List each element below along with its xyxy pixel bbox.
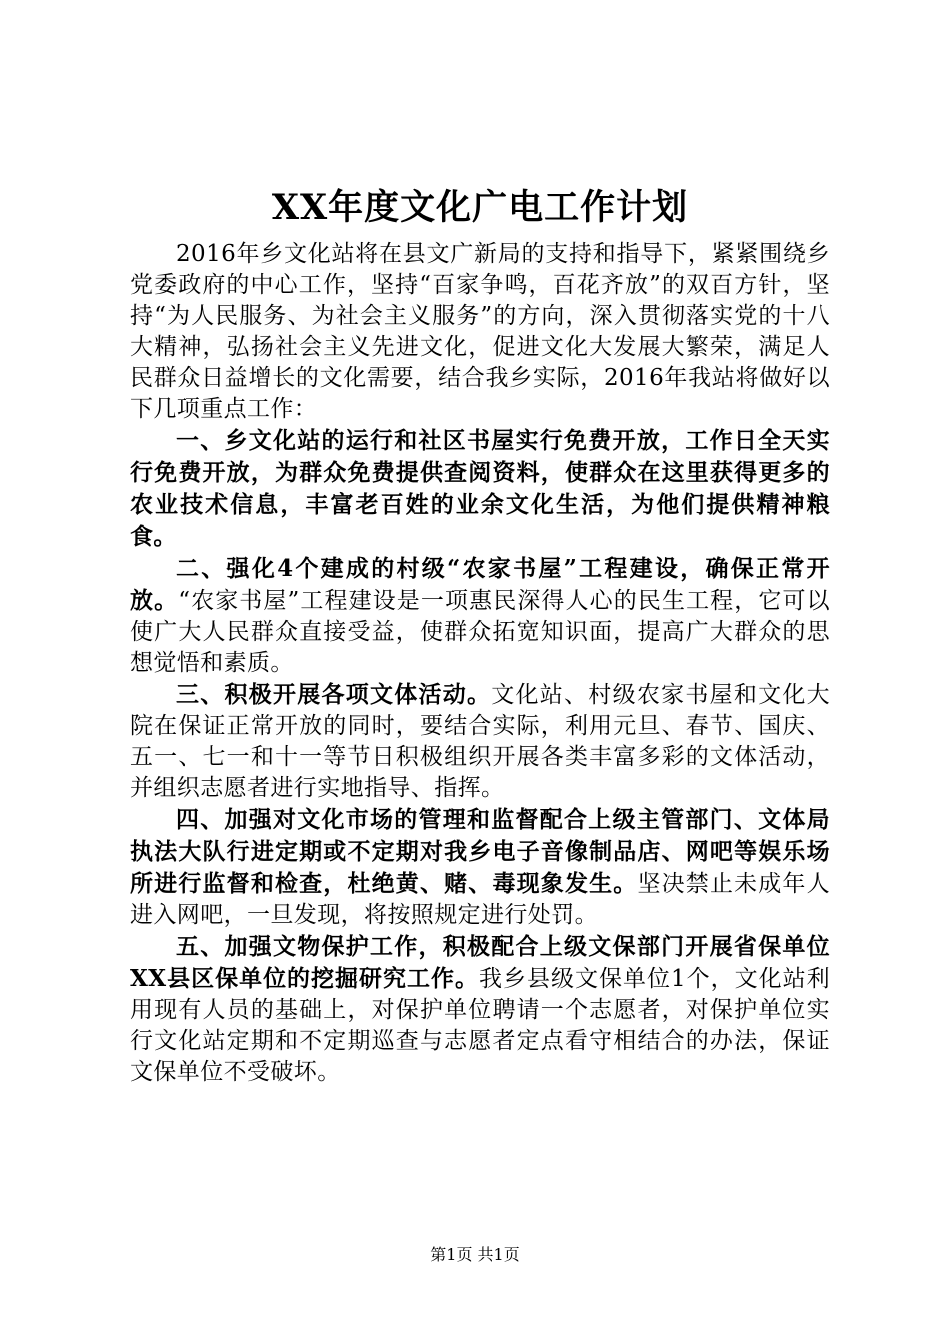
paragraph-lead: 三、积极开展各项文体活动。 bbox=[176, 681, 492, 708]
paragraph-lead: 四、加强对文化市场的管理和监督配合上级主管部门、文体局执法大队行进定期或不定期对我乡电子音像制品店、网吧等娱乐场所进行监督和检查，杜绝黄、赌、毒现象发生。 bbox=[130, 806, 830, 897]
paragraph-body: 2016年乡文化站将在县文广新局的支持和指导下，紧紧围绕乡党委政府的中心工作，坚持“百家争鸣，百花齐放”的双百方针，坚持“为人民服务、为社会主义服务”的方向，深入贯彻落实党的十八大精神，弘扬社会主义先进文化，促进文化大发展大繁荣，满足人民群众日益增长的文化需要，结合我乡实际，2016年我站将做好以下几项重点工作： bbox=[130, 241, 830, 422]
paragraph-body: 坚决禁止未成年人进入网吧，一旦发现，将按照规定进行处罚。 bbox=[130, 871, 831, 928]
document-title: XX年度文化广电工作计划 bbox=[271, 187, 689, 228]
section-paragraph-4 bbox=[130, 804, 830, 931]
paragraph-body: “农家书屋”工程建设是一项惠民深得人心的民生工程，它可以使广大人民群众直接受益，使群众拓宽知识面，提高广大群众的思想觉悟和素质。 bbox=[130, 588, 830, 676]
document-page bbox=[130, 182, 830, 1088]
paragraph-lead: 五、加强文物保护工作，积极配合上级文保部门开展省保单位XX县区保单位的挖掘研究工作。 bbox=[130, 933, 830, 992]
paragraph-lead: 一、乡文化站的运行和社区书屋实行免费开放，工作日全天实行免费开放，为群众免费提供查阅资料，使群众在这里获得更多的农业技术信息，丰富老百姓的业余文化生活，为他们提供精神粮食。 bbox=[130, 427, 830, 550]
intro-paragraph bbox=[130, 238, 830, 425]
section-paragraph-5 bbox=[130, 931, 830, 1088]
paragraph-body: 文化站、村级农家书屋和文化大院在保证正常开放的同时，要结合实际，利用元旦、春节、国庆、五一、七一和十一等节日积极组织开展各类丰富多彩的文体活动，并组织志愿者进行实地指导、指挥。 bbox=[130, 682, 830, 801]
paragraph-lead: 二、强化4个建成的村级“农家书屋”工程建设，确保正常开放。 bbox=[130, 555, 830, 614]
section-paragraph-3 bbox=[130, 679, 830, 804]
page-number-footer: 第1页 共1页 bbox=[430, 1245, 520, 1264]
paragraph-body: 我乡县级文保单位1个，文化站利用现有人员的基础上，对保护单位聘请一个志愿者，对保护单位实行文化站定期和不定期巡查与志愿者定点看守相结合的办法，保证文保单位不受破坏。 bbox=[130, 966, 830, 1085]
section-paragraph-2 bbox=[130, 553, 830, 679]
section-paragraph-1 bbox=[130, 425, 830, 553]
